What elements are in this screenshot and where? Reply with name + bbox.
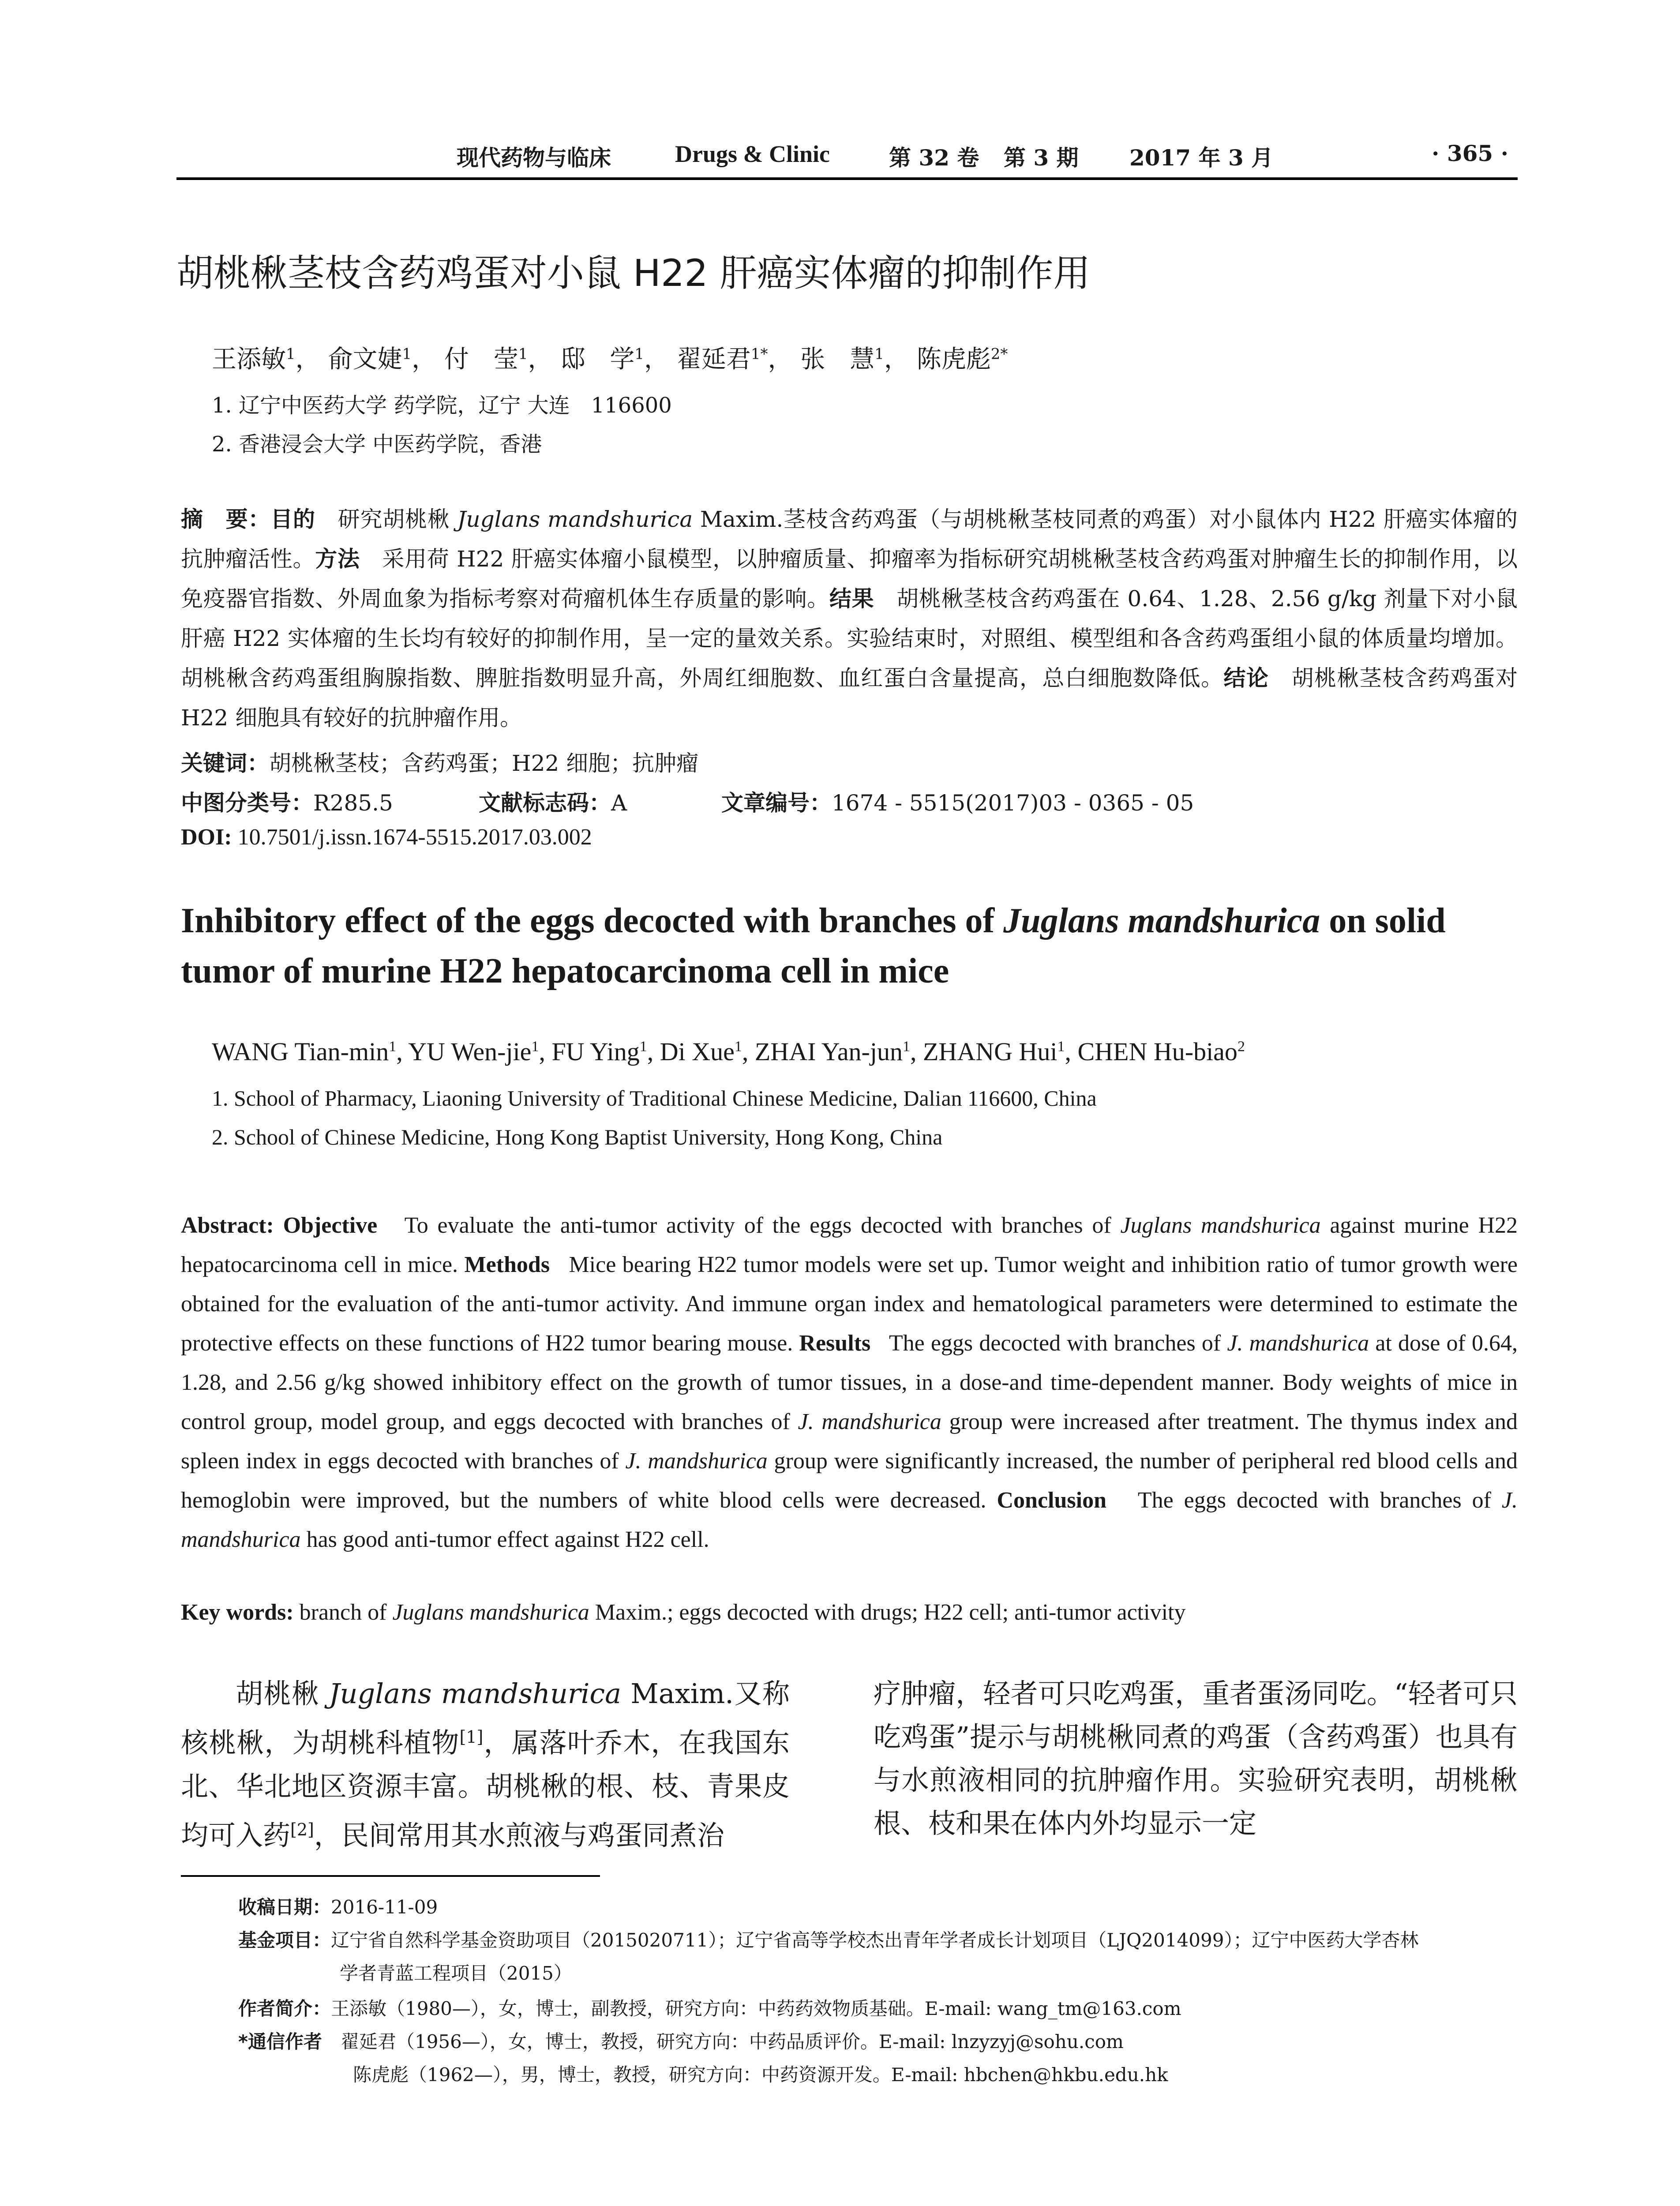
- body-text: 胡桃楸: [236, 1677, 329, 1710]
- bio-text: 王添敏（1980—），女，博士，副教授，研究方向：中药药效物质基础。E-mail: wang_tm@163.com: [331, 1998, 1181, 2019]
- footnote-rule: [181, 1875, 600, 1877]
- author: 付 莹$^1$: [444, 345, 528, 374]
- footnote-corresponding: [238, 2027, 1124, 2056]
- cn-article-no: [721, 785, 1194, 817]
- received-label: 收稿日期：: [238, 1896, 331, 1918]
- footnote-fund-cont: 学者青蓝工程项目（2015）: [340, 1962, 572, 1984]
- en-keywords-latin: Juglans mandshurica: [392, 1600, 589, 1625]
- en-abstract-label: Abstract:: [181, 1213, 283, 1238]
- en-latin-name: J. mandshurica: [625, 1448, 768, 1474]
- cn-methods-label: 方法: [315, 546, 360, 572]
- author: YU Wen-jie$^1$: [408, 1037, 539, 1066]
- cn-objective-text-2: Maxim.茎枝含药鸡蛋（与胡桃楸茎枝同煮的鸡蛋）对小鼠体内 H22 肝癌实体瘤的抗肿瘤活性。: [181, 506, 1518, 572]
- footnote-corresponding-2: 陈虎彪（1962—），男，博士，教授，研究方向：中药资源开发。E-mail: hbchen@hkbu.edu.hk: [353, 2064, 1168, 2086]
- en-objective-label: Objective: [283, 1213, 378, 1238]
- cn-conclusion-text: 胡桃楸茎枝含药鸡蛋对 H22 细胞具有较好的抗肿瘤作用。: [181, 665, 1518, 731]
- citation-ref[interactable]: [2]: [290, 1820, 314, 1839]
- publication-date: 2017 年 3 月: [1129, 145, 1274, 171]
- cn-keywords-text: 胡桃楸茎枝；含药鸡蛋；H22 细胞；抗肿瘤: [269, 750, 699, 776]
- author: 王添敏$^1$: [212, 345, 296, 374]
- en-latin-name: J. mandshurica: [181, 1488, 1518, 1552]
- cn-clc-label: 中图分类号：: [181, 790, 313, 816]
- cn-abstract-label: 摘 要：: [181, 506, 271, 532]
- body-text: ，民间常用其水煎液与鸡蛋同煮治: [314, 1819, 724, 1852]
- en-conclusion-text-2: has good anti-tumor effect against H22 cell.: [300, 1527, 709, 1552]
- en-methods-label: Methods: [464, 1252, 550, 1277]
- cn-objective-text: 研究胡桃楸: [338, 506, 458, 532]
- cn-results-label: 结果: [829, 586, 874, 612]
- cn-doc-code-label: 文献标志码：: [479, 790, 611, 816]
- author: ZHANG Hui$^1$: [923, 1037, 1065, 1066]
- bio-label: 作者简介：: [238, 1998, 331, 2019]
- footnote-received: [238, 1893, 438, 1922]
- en-title: [181, 896, 1518, 996]
- footnote-fund: [238, 1926, 1418, 1955]
- en-keywords: [181, 1599, 1185, 1625]
- author: 陈虎彪$^{2*}$: [916, 345, 1008, 374]
- fund-label: 基金项目：: [238, 1929, 331, 1951]
- author: 邸 学$^1$: [560, 345, 644, 374]
- cn-keywords-label: 关键词：: [181, 750, 269, 776]
- cn-keywords: [181, 746, 698, 777]
- author: Di Xue$^1$: [660, 1037, 742, 1066]
- en-latin-name: Juglans mandshurica: [1120, 1213, 1321, 1238]
- cn-title: 胡桃楸茎枝含药鸡蛋对小鼠 H22 肝癌实体瘤的抑制作用: [176, 251, 1091, 295]
- cn-article-no-value: 1674 - 5515(2017)03 - 0365 - 05: [832, 790, 1194, 816]
- fund-text: 辽宁省自然科学基金资助项目（2015020711）；辽宁省高等学校杰出青年学者成长计划项目（LJQ2014099）；辽宁中医药大学杏林: [331, 1929, 1419, 1951]
- en-keywords-text-2: Maxim.; eggs decocted with drugs; H22 cell; anti-tumor activity: [589, 1600, 1186, 1625]
- author: WANG Tian-$\min^1$: [212, 1037, 397, 1066]
- author: 翟延君$^{1*}$: [676, 345, 768, 374]
- en-keywords-label: Key words:: [181, 1600, 294, 1625]
- cn-clc: [181, 785, 393, 817]
- cn-article-no-label: 文章编号：: [721, 790, 832, 816]
- en-methods-text: Mice bearing H22 tumor models were set up. Tumor weight and inhibition ratio of tumor growth were obtained for the evaluation of the anti-tumor activity. And immune organ index and hematological parameters were determined to estimate the protective effects on these functions of H22 tumor bearing mouse.: [181, 1252, 1518, 1356]
- author: 俞文婕$^1$: [328, 345, 412, 374]
- en-latin-name: J. mandshurica: [1227, 1331, 1369, 1356]
- en-objective-text-2: against murine H22 hepatocarcinoma cell in mice.: [181, 1213, 1518, 1277]
- body-text: ，属落叶乔木，在我国东北、华北地区资源丰富。胡桃楸的根、枝、青果皮均可入药: [181, 1726, 790, 1852]
- en-results-text: group were significantly increased, the number of peripheral red blood cells and hemoglobin were improved, but the numbers of white blood cells were decreased.: [181, 1448, 1518, 1513]
- cn-results-text: 胡桃楸茎枝含药鸡蛋在 0.64、1.28、2.56 g/kg 剂量下对小鼠肝癌 H22 实体瘤的生长均有较好的抑制作用，呈一定的量效关系。实验结束时，对照组、模型组和各含药鸡蛋组小鼠的体质量均增加。胡桃楸含药鸡蛋组胸腺指数、脾脏指数明显升高，外周红细胞数、血红蛋白含量提高，总白细胞数降低。: [181, 586, 1518, 691]
- cn-doc-code-value: A: [611, 790, 627, 816]
- en-abstract: [181, 1206, 1518, 1559]
- header-rule: [176, 177, 1518, 180]
- en-results-label: Results: [799, 1331, 871, 1356]
- en-title-text: Inhibitory effect of the eggs decocted with branches of: [181, 901, 1004, 940]
- cn-conclusion-label: 结论: [1223, 665, 1269, 691]
- cn-methods-text: 采用荷 H22 肝癌实体瘤小鼠模型，以肿瘤质量、抑瘤率为指标研究胡桃楸茎枝含药鸡蛋对肿瘤生长的抑制作用，以免疫器官指数、外周血象为指标考察对荷瘤机体生存质量的影响。: [181, 546, 1518, 612]
- en-title-text-2: on solid tumor of murine H22 hepatocarcinoma cell in mice: [181, 901, 1446, 990]
- cn-abstract: [181, 499, 1518, 738]
- cn-affiliation-2: 2. 香港浸会大学 中医药学院，香港: [212, 432, 542, 457]
- body-latin: Juglans mandshurica: [329, 1677, 622, 1710]
- en-affiliation-2: 2. School of Chinese Medicine, Hong Kong Baptist University, Hong Kong, China: [212, 1125, 943, 1149]
- en-title-latin: Juglans mandshurica: [1003, 901, 1320, 940]
- footnote-bio: [238, 1994, 1181, 2023]
- author: ZHAI Yan-jun$^1$: [754, 1037, 910, 1066]
- en-latin-name: J. mandshurica: [798, 1409, 941, 1434]
- en-conclusion-label: Conclusion: [997, 1488, 1107, 1513]
- corr-text: 翟延君（1956—），女，博士，教授，研究方向：中药品质评价。E-mail: lnzyzyj@sohu.com: [340, 2031, 1124, 2052]
- corr-label: *通信作者: [238, 2031, 322, 2052]
- cn-affiliation-1: 1. 辽宁中医药大学 药学院，辽宁 大连 116600: [212, 393, 672, 418]
- issue: 第 3 期: [1004, 145, 1079, 171]
- en-objective-text: To evaluate the anti-tumor activity of the eggs decocted with branches of: [404, 1213, 1121, 1238]
- author: CHEN Hu-biao$^2$: [1077, 1037, 1245, 1066]
- body-column-right: 疗肿瘤，轻者可只吃鸡蛋，重者蛋汤同吃。“轻者可只吃鸡蛋”提示与胡桃楸同煮的鸡蛋（含药鸡蛋）也具有与水煎液相同的抗肿瘤作用。实验研究表明，胡桃楸根、枝和果在体内外均显示一定: [874, 1677, 1518, 1839]
- en-conclusion-text: The eggs decocted with branches of: [1137, 1488, 1502, 1513]
- journal-name-cn: 现代药物与临床: [457, 145, 611, 171]
- en-results-text: at dose of 0.64, 1.28, and 2.56 g/kg showed inhibitory effect on the growth of tumor tissues, in a dose-and time-dependent manner. Body weights of mice in control group, model group, and eggs decocted with branches of: [181, 1331, 1518, 1434]
- en-authors: WANG Tian-$\min^1$, YU Wen-jie$^1$, FU Ying$^1$, Di Xue$^1$, ZHAI Yan-jun$^1$, ZHANG Hui$^1$, CHEN Hu-biao$^2$: [212, 1037, 1245, 1066]
- en-keywords-text: branch of: [293, 1600, 393, 1625]
- running-header: [176, 140, 1518, 180]
- cn-latin-name: Juglans mandshurica: [457, 506, 693, 532]
- doi-value[interactable]: 10.7501/j.issn.1674-5515.2017.03.002: [237, 825, 592, 850]
- en-affiliation-1: 1. School of Pharmacy, Liaoning University of Traditional Chinese Medicine, Dalian 116600, China: [212, 1086, 1097, 1111]
- cn-doc-code: [479, 785, 627, 817]
- author: FU Ying$^1$: [551, 1037, 647, 1066]
- en-results-text: group were increased after treatment. The thymus index and spleen index in eggs decocted with branches of: [181, 1409, 1518, 1474]
- received-date: 2016-11-09: [331, 1896, 438, 1918]
- doi: [181, 824, 592, 850]
- cn-authors: 王添敏$^1$， 俞文婕$^1$， 付 莹$^1$， 邸 学$^1$， 翟延君$^{1*}$， 张 慧$^1$， 陈虎彪$^{2*}$: [212, 345, 1008, 374]
- cn-objective-label: 目的: [270, 506, 315, 532]
- en-results-text: The eggs decocted with branches of: [889, 1331, 1227, 1356]
- cn-clc-value: R285.5: [313, 790, 393, 816]
- body-text: Maxim.又称核桃楸，为胡桃科植物: [181, 1677, 790, 1759]
- body-column-left: [181, 1672, 790, 1857]
- citation-ref[interactable]: [1]: [459, 1727, 484, 1747]
- doi-label: DOI:: [181, 825, 232, 850]
- author: 张 慧$^1$: [800, 345, 884, 374]
- volume: 第 32 卷: [889, 145, 979, 171]
- page-number: · 365 ·: [1432, 140, 1508, 166]
- journal-name-en: Drugs & Clinic: [675, 141, 830, 167]
